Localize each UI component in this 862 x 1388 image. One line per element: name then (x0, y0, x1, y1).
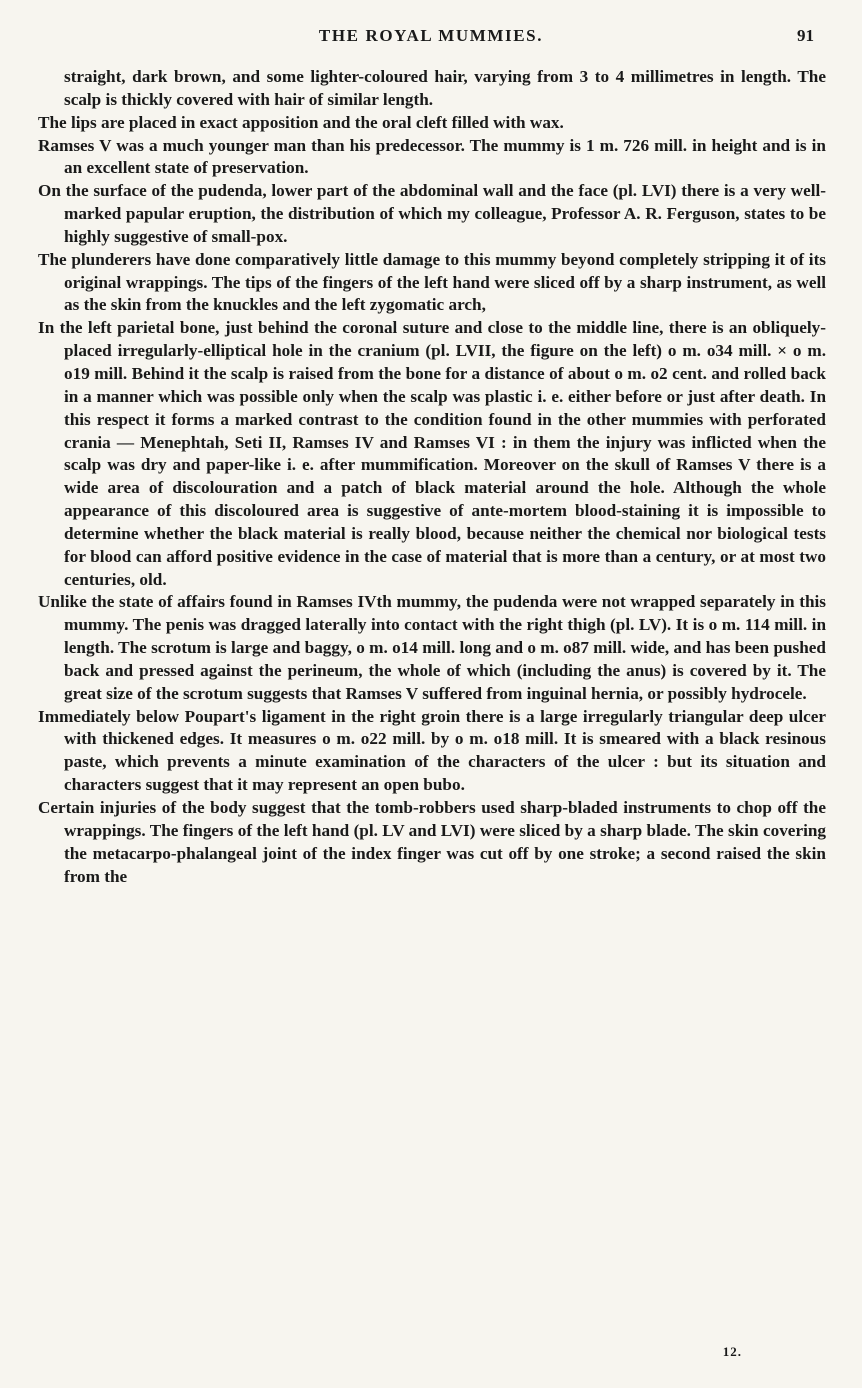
paragraph: straight, dark brown, and some lighter-coloured hair, varying from 3 to 4 millimetres in length. The scalp is thickly covered with hair of similar length. (64, 67, 826, 109)
paragraph: Unlike the state of affairs found in Ramses IVth mummy, the pudenda were not wrapped separately in this mummy. The penis was dragged laterally into contact with the right thigh (pl. LV). It is o m. 114 mill. in length. The scrotum is large and baggy, o m. o14 mill. long and o m. o87 mill. wide, and has been pushed back and pressed against the perineum, the whole of which (including the anus) is covered by it. The great size of the scrotum suggests that Ramses V suffered from inguinal hernia, or possibly hydrocele. (38, 592, 826, 703)
paragraph: Immediately below Poupart's ligament in the right groin there is a large irregularly triangular deep ulcer with thickened edges. It measures o m. o22 mill. by o m. o18 mill. It is smeared with a black resinous paste, which prevents a minute examination of the characters of the ulcer : but its situation and characters suggest that it may represent an open bubo. (38, 706, 826, 795)
body-text (38, 66, 826, 888)
paragraph: The lips are placed in exact apposition and the oral cleft filled with wax. (38, 112, 564, 132)
paragraph: In the left parietal bone, just behind the coronal suture and close to the middle line, there is an obliquely-placed irregularly-elliptical hole in the cranium (pl. LVII, the figure on the left) o m. o34 mill. × o m. o19 mill. Behind it the scalp is raised from the bone for a distance of about o m. o2 cent. and rolled back in a manner which was possible only when the scalp was plastic i. e. either before or just after death. In this respect it forms a marked contrast to the condition found in the other mummies with perforated crania — Menephtah, Seti II, Ramses IV and Ramses VI : in them the injury was inflicted when the scalp was dry and paper-like i. e. after mummification. Moreover on the skull of Ramses V there is a wide area of discolouration and a patch of black material around the hole. Although the whole appearance of this discoloured area is suggestive of ante-mortem blood-staining it is impossible to determine whether the black material is really blood, because neither the chemical nor biological tests for blood can afford positive evidence in the case of material that is more than a century, or at most two centuries, old. (38, 318, 826, 589)
running-head (0, 24, 862, 54)
page-number: 91 (797, 26, 814, 45)
running-title: THE ROYAL MUMMIES. (318, 26, 544, 45)
paragraph: Ramses V was a much younger man than his predecessor. The mummy is 1 m. 726 mill. in height and is in an excellent state of preservation. (38, 135, 826, 178)
paragraph: On the surface of the pudenda, lower part of the abdominal wall and the face (pl. LVI) there is a very well-marked papular eruption, the distribution of which my colleague, Professor A. R. Ferguson, states to be highly suggestive of small-pox. (38, 181, 826, 246)
signature-mark: 12. (722, 1344, 742, 1359)
paragraph: Certain injuries of the body suggest that the tomb-robbers used sharp-bladed instruments to chop off the wrappings. The fingers of the left hand (pl. LV and LVI) were sliced by a sharp blade. The skin covering the metacarpo-phalangeal joint of the index finger was cut off by one stroke; a second raised the skin from the (38, 798, 826, 886)
paragraph: The plunderers have done comparatively little damage to this mummy beyond completely stripping it of its original wrappings. The tips of the fingers of the left hand were sliced off by a sharp instrument, as well as the skin from the knuckles and the left zygomatic arch, (38, 249, 826, 315)
